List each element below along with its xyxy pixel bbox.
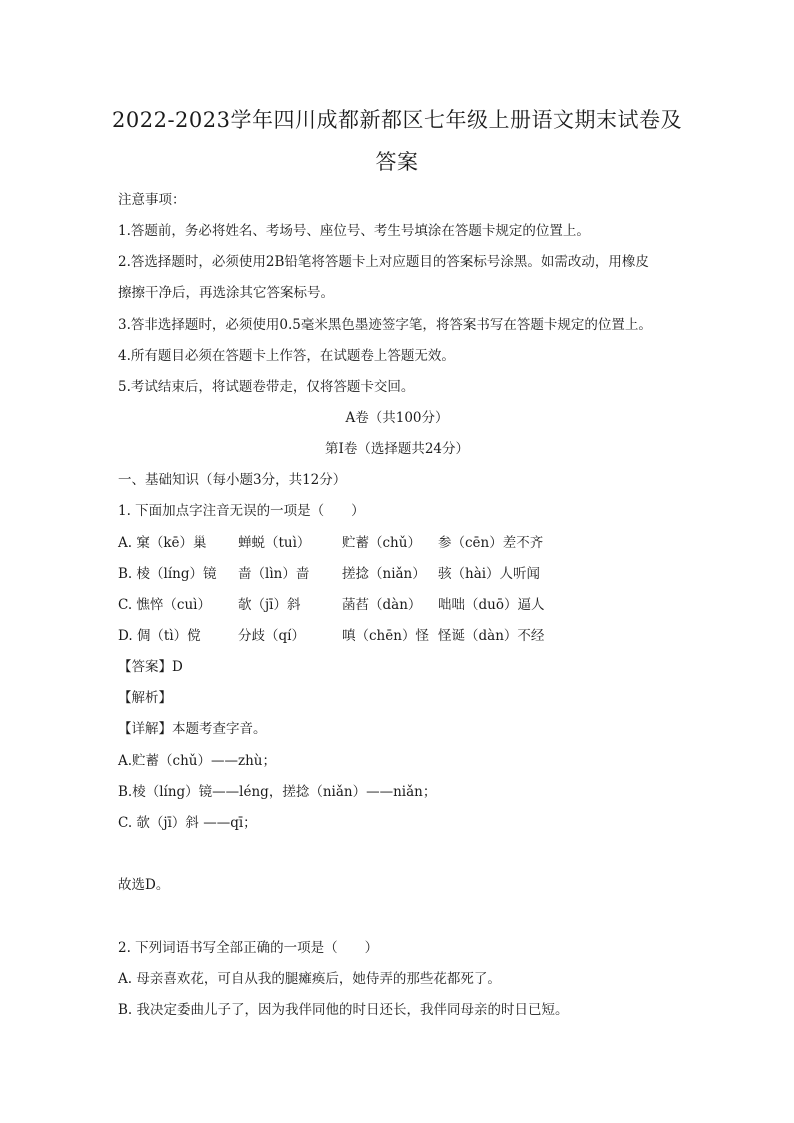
notice-item: 2.答选择题时，必须使用2B铅笔将答题卡上对应题目的答案标号涂黑。如需改动，用橡皮 [118, 254, 649, 270]
question-1-option-a [118, 531, 684, 551]
section-heading: 一、基础知识（每小题3分，共12分） [118, 472, 347, 488]
option-item: B. 棱（líng）镜 [118, 566, 217, 582]
notice-item: 4.所有题目必须在答题卡上作答，在试题卷上答题无效。 [118, 348, 455, 364]
question-2-option-a: A. 母亲喜欢花，可自从我的腿瘫痪后，她侍弄的那些花都死了。 [118, 971, 501, 987]
detail-label: 【详解】本题考查字音。 [118, 721, 267, 737]
option-item: D. 倜（tì）傥 [118, 628, 201, 644]
notice-item: 3.答非选择题时，必须使用0.5毫米黑色墨迹签字笔，将答案书写在答题卡规定的位置上。 [118, 317, 652, 333]
analysis-note: B.棱（líng）镜——léng，搓捻（niǎn）——niǎn； [118, 784, 437, 800]
option-item: 贮蓄（chǔ） [342, 535, 421, 551]
option-item: 咄咄（duō）逼人 [438, 597, 545, 613]
option-item: A. 窠（kē）巢 [118, 535, 207, 551]
answer-label: 【答案】D [118, 659, 183, 675]
analysis-label: 【解析】 [118, 690, 172, 706]
option-item: 蝉蜕（tuì） [238, 535, 311, 551]
option-item: 分歧（qí） [238, 628, 305, 644]
option-item: C. 憔悴（cuì） [118, 597, 212, 613]
option-item: 怪诞（dàn）不经 [438, 628, 545, 644]
analysis-note: C. 欹（jī）斜 ——qī； [118, 815, 257, 831]
question-1-option-b [118, 562, 684, 582]
question-1-option-c [118, 593, 684, 613]
notice-item: 擦擦干净后，再选涂其它答案标号。 [118, 285, 334, 301]
conclusion: 故选D。 [118, 877, 170, 893]
notice-item: 5.考试结束后，将试题卷带走，仅将答题卡交回。 [118, 379, 415, 395]
question-2-stem: 2. 下列词语书写全部正确的一项是（ ） [118, 940, 379, 956]
notice-heading: 注意事项： [118, 192, 186, 208]
part-heading: 第Ⅰ卷（选择题共24分） [324, 441, 469, 457]
notice-item: 1.答题前，务必将姓名、考场号、座位号、考生号填涂在答题卡规定的位置上。 [118, 223, 590, 239]
option-item: 菡萏（dàn） [342, 597, 422, 613]
question-1-option-d [118, 624, 684, 644]
option-item: 搓捻（niǎn） [342, 566, 426, 582]
document-title-line1: 2022-2023学年四川成都新都区七年级上册语文期末试卷及 [112, 108, 682, 132]
document-title-line2: 答案 [375, 150, 419, 174]
option-item: 啬（lìn）啬 [238, 566, 310, 582]
option-item: 骇（hài）人听闻 [438, 566, 541, 582]
option-item: 欹（jī）斜 [238, 597, 301, 613]
volume-heading: A卷（共100分） [345, 410, 449, 426]
question-2-option-b: B. 我决定委曲儿子了，因为我伴同他的时日还长，我伴同母亲的时日已短。 [118, 1002, 569, 1018]
option-item: 嗔（chēn）怪 [342, 628, 429, 644]
analysis-note: A.贮蓄（chǔ）——zhù； [118, 753, 276, 769]
question-1-stem: 1. 下面加点字注音无误的一项是（ ） [118, 503, 365, 519]
option-item: 参（cēn）差不齐 [438, 535, 544, 551]
